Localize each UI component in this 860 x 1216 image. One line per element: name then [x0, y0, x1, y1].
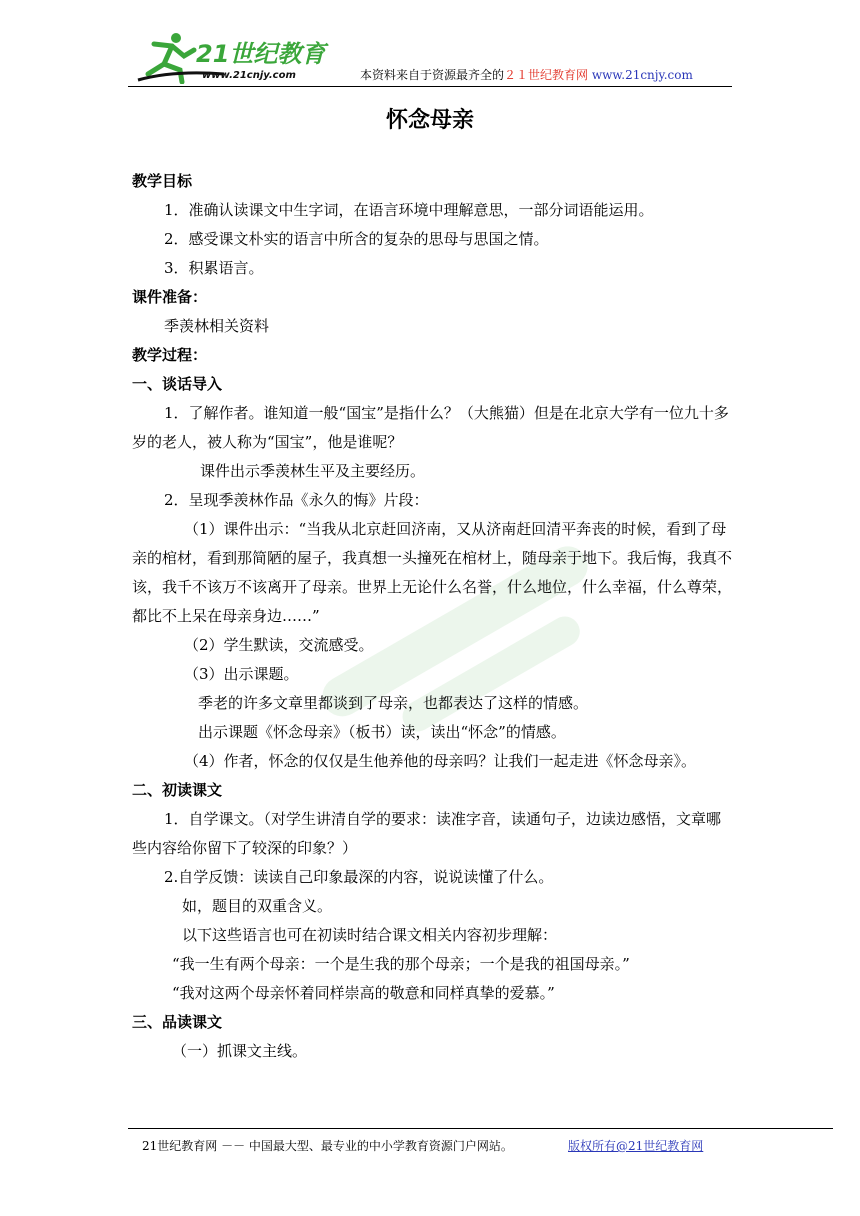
- footer-text: 21世纪教育网 －－ 中国最大型、最专业的中小学教育资源门户网站。: [142, 1139, 513, 1153]
- svg-text:21世纪教育: 21世纪教育: [196, 40, 326, 68]
- body-paragraph: 1．自学课文。（对学生讲清自学的要求：读准字音，读通句子，边读边感悟，文章哪些内容给你留下了较深的印象？）: [132, 810, 722, 857]
- body-paragraph: 以下这些语言也可在初读时结合课文相关内容初步理解：: [182, 926, 558, 944]
- body-paragraph: 3．积累语言。: [164, 259, 264, 277]
- page-header: [128, 28, 732, 87]
- section-heading: 教学过程：: [132, 346, 208, 364]
- header-site-name: ２１世纪教育网: [504, 68, 589, 82]
- body-paragraph: 如，题目的双重含义。: [182, 897, 333, 915]
- header-source-note: 本资料来自于资源最齐全的２１世纪教育网 www.21cnjy.com: [360, 68, 693, 82]
- body-paragraph: （1）课件出示：“当我从北京赶回济南，又从济南赶回清平奔丧的时候，看到了母亲的棺材，看到那简陋的屋子，我真想一头撞死在棺材上，随母亲于地下。我后悔，我真不该，我千不该万不该离开了母亲。世界上无论什么名誉，什么地位，什么幸福，什么尊荣，都比不上呆在母亲身边……”: [132, 520, 733, 625]
- section-heading: 一、谈话导入: [132, 375, 223, 393]
- body-paragraph: 2．呈现季羡林作品《永久的悔》片段：: [164, 491, 429, 509]
- body-paragraph: 课件出示季羡林生平及主要经历。: [200, 462, 426, 480]
- page-title: 怀念母亲: [385, 108, 474, 133]
- body-paragraph: 季老的许多文章里都谈到了母亲，也都表达了这样的情感。: [198, 694, 589, 712]
- body-paragraph: 2.自学反馈：读读自己印象最深的内容，说说读懂了什么。: [164, 868, 554, 886]
- body-paragraph: （2）学生默读，交流感受。: [184, 636, 374, 654]
- svg-text:www.21cnjy.com: www.21cnjy.com: [202, 70, 296, 81]
- body-paragraph: 季羡林相关资料: [164, 317, 270, 335]
- body-paragraph: 1．了解作者。谁知道一般“国宝”是指什么？（大熊猫）但是在北京大学有一位九十多岁的老人，被人称为“国宝”，他是谁呢？: [132, 404, 729, 451]
- page-footer: [128, 1128, 833, 1153]
- body-paragraph: 出示课题《怀念母亲》（板书）读，读出“怀念”的情感。: [198, 723, 566, 741]
- section-heading: 课件准备：: [132, 288, 208, 306]
- section-heading: 教学目标: [132, 172, 193, 190]
- body-paragraph: “我一生有两个母亲：一个是生我的那个母亲；一个是我的祖国母亲。”: [172, 955, 630, 973]
- site-logo: [134, 30, 334, 84]
- body-paragraph: “我对这两个母亲怀着同样崇高的敬意和同样真挚的爱慕。”: [172, 984, 555, 1002]
- body-paragraph: 2．感受课文朴实的语言中所含的复杂的思母与思国之情。: [164, 230, 549, 248]
- body-paragraph: （一）抓课文主线。: [172, 1042, 308, 1060]
- document-body: [132, 167, 732, 1066]
- section-heading: 二、初读课文: [132, 781, 223, 799]
- header-url-link[interactable]: www.21cnjy.com: [591, 68, 693, 82]
- body-paragraph: 1．准确认读课文中生字词，在语言环境中理解意思，一部分词语能运用。: [164, 201, 654, 219]
- footer-copyright-link[interactable]: 版权所有@21世纪教育网: [568, 1139, 704, 1153]
- body-paragraph: （4）作者，怀念的仅仅是生他养他的母亲吗？让我们一起走进《怀念母亲》。: [184, 752, 697, 770]
- section-heading: 三、品读课文: [132, 1013, 223, 1031]
- body-paragraph: （3）出示课题。: [184, 665, 299, 683]
